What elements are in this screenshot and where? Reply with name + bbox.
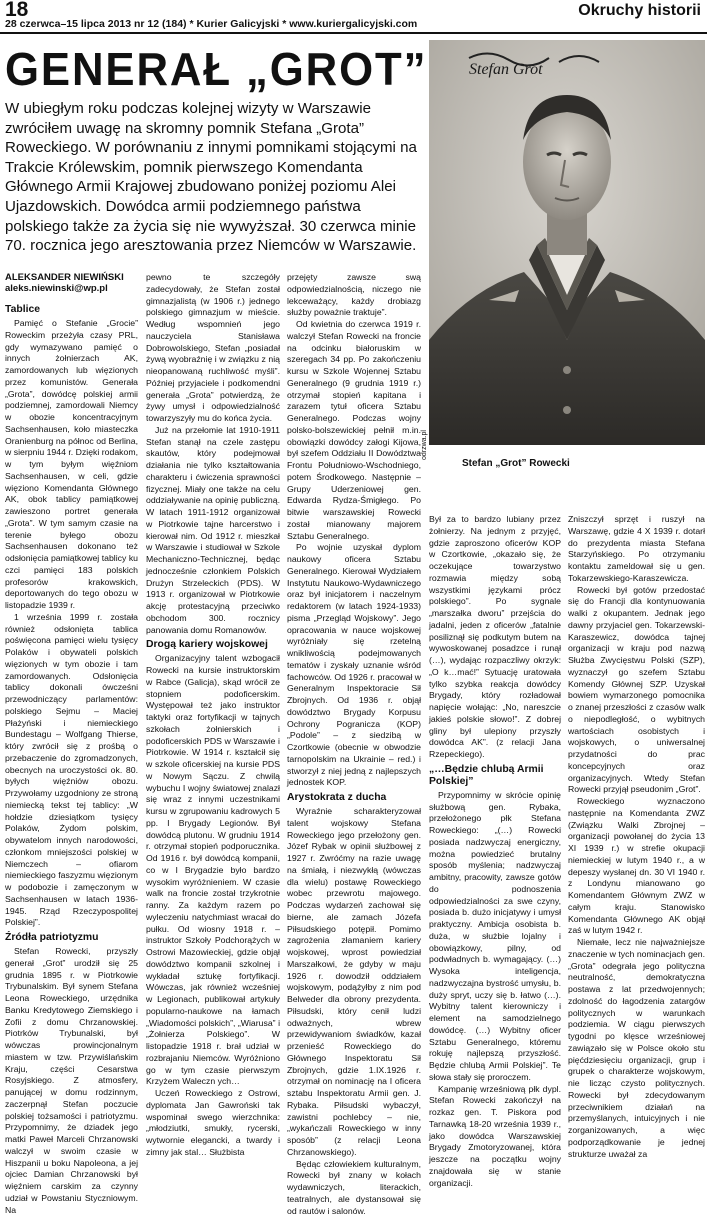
paragraph: pewno te szczegóły zadecydowały, że Stefan został gimnazjalistą (w 1906 r.) jednego polskiego gimnazjum w mieście. Według wspomnień jego nauczyciela Stanisława Dobrowolskiego, Stefan „posiadał żywą wyobraźnię i w związku z nią nieopanowaną ruchliwość myśli”. Później przyjaciele i podkomendni generała „Grota” potwierdzą, że żywy umysł i odpowiedzialność towarzyszyły mu do końca życia. <box>146 272 280 425</box>
article-lead: W ubiegłym roku podczas kolejnej wizyty w Warszawie zwróciłem uwagę na skromny pomnik Stefana „Grota” Roweckiego. W porównaniu z innymi pomnikami stojącymi na Trakcie Królewskim, pomnik pierwszego Komendanta Głównego Armii Krajowej zbudowano poniżej poziomu Alei Ujazdowskich. Dowódca armii podziemnego państwa polskiego także za życia się nie wywyższał. 30 czerwca minie 70. rocznica jego aresztowania przez Niemców w Warszawie. <box>5 99 423 256</box>
paragraph: Organizacyjny talent wzbogacił Rowecki na kursie instruktorskim w Rabce (Galicja), skąd wrócił ze stopniem podoficerskim. Występował też jako instruktor taktyki oraz fortyfikacji w tajnych szkołach żołnierskich i podoficerskich PDS w Warszawie i Piotrkowie. W 1914 r. kształcił się w szkole oficerskiej na kursie PDS w Nowym Sączu. Z chwilą wybuchu I wojny światowej znalazł się wraz z innymi uczestnikami kursu w zgrupowaniu kadrowych 5 pp. I Brygady Legionów. Był dowódcą plutonu. W grudniu 1914 r. otrzymał stopień podporucznika. Od 1916 r. był dowódcą kompanii, co w I Brygadzie było bardzo wysokim wyróżnieniem. W czasie walk na froncie został trzykrotnie ranny. Za każdym razem po wyleczeniu natychmiast wracał do pułku. Od wiosny 1918 r. – instruktor Szkoły Podchorążych w Ostrowi Mazowieckiej, gdzie objął dowództwo kompanii szkolnej i wykładał sztukę fortyfikacji. Wówczas, jak również wcześniej w Legionach, publikował artykuły popularno-naukowe na łamach „Wiadomości polskich”, „Wiarusa” i „Żołnierza Polskiego”. W listopadzie 1918 r. brał udział w rozbrajaniu Niemców. Wyróżniono go w tym czasie pierwszym Krzyżem Waleczn ych… <box>146 653 280 1088</box>
text-column-5 <box>568 514 705 1160</box>
photo-credit-wrap <box>421 420 431 460</box>
text-column-2 <box>146 272 280 1159</box>
paragraph: Rowecki był gotów przedostać się do Francji dla kontynuowania walki z okupantem. Jednak jego dawny przyjaciel gen. Tokarzewski-Karaszewicz, dowódca tajnej organizacji w kraju pod nazwą Służba Zwycięstwu Polski (SZP), wyznaczył go szefem Sztabu Komendy Głównej SZP. Uzyskał bowiem wymarzonego pomocnika o znanej przeszłości z czasów walk o niepodległość, o wybitnych wartościach osobistych i wojskowych, o uniwersalnej przydatności do prac koncepcyjnych oraz organizacyjnych. Wtedy Stefan Rowecki przyjął pseudonim „Grot”. <box>568 585 705 797</box>
page-number: 18 <box>5 0 28 22</box>
paragraph: Po wojnie uzyskał dyplom naukowy oficera Sztabu Generalnego. Kierował Wydziałem Instytutu Naukowo-Wydawniczego oraz był inicjatorem i naczelnym redaktorem (w latach 1924-1933) pisma „Przegląd Wojskowy”. Jego opracowania w nauce wojskowej wyróżniały się rzetelną wnikliwością podejmowanych tematów i zyskały uznanie wśród fachowców. Od 1926 r. pracował w Generalnym Inspektoracie Sił Zbrojnych. Od 1936 r. objął dowództwo Brygady Korpusu Ochrony Pogranicza (KOP) „Podole” – z siedzibą w Czortkowie (obecnie w obwodzie tarnopolskim na Ukrainie – red.) i stworzył z niej jedną z najlepszych jednostek KOP. <box>287 542 421 789</box>
paragraph: Od kwietnia do czerwca 1919 r. walczył Stefan Rowecki na froncie na odcinku białoruskim w szeregach 34 pp. Po zakończeniu kursu w Szkole Wojennej Sztabu Generalnego (9 grudnia 1919 r.) otrzymał stopień kapitana i zarazem tytuł oficera Sztabu Generalnego. Podczas wojny polsko-bolszewickiej pełnił m.in. obowiązki dowódcy załogi Kijowa, był szefem Oddziału II Dowództwa Frontu Południowo-Wschodniego, potem Środkowego. Następnie – Grupy Uderzeniowej gen. Edwarda Rydza-Śmigłego. Po bitwie warszawskiej Rowecki został mianowany majorem Sztabu Generalnego. <box>287 319 421 542</box>
page-header <box>0 0 707 34</box>
paragraph: Zniszczył sprzęt i ruszył na Warszawę, gdzie 4 X 1939 r. dotarł do prezydenta miasta Stefana Starzyńskiego. Po otrzymaniu kontaktu zameldował się u gen. Tokarzewskiego-Karaszewicza. <box>568 514 705 585</box>
subheading-zrodla: Źródła patriotyzmu <box>5 932 138 944</box>
portrait-photo <box>429 40 705 445</box>
subheading-arystokrata: Arystokrata z ducha <box>287 792 421 804</box>
paragraph: 1 września 1999 r. została również odsłonięta tablica poświęcona pamięci wielu tysięcy Polaków i obywateli polskich więzionych w tym obozie i tam zamordowanych. Odsłonięcia tablicy dokonali ówcześni przewodniczący parlamentów: polskiego Sejmu – Maciej Płażyński i niemieckiego Bundestagu – Wolfgang Thierse, który zwrócił się z prośbą o przebaczenie do zgromadzonych, obecnych na uroczystości ok. 80. byłych więźniów obozu. Przywołamy uzgodniony ze stroną niemiecką tekst tej tablicy: „W hołdzie dziesiątkom tysięcy Polaków, Żydom polskim, obywatelom innych narodowości, członkom mniejszości polskiej w Niemczech – ofiarom niemieckiego faszyzmu więzionym w podobozie i zamęczonym w Sachsenhausen w latach 1936-1945. Rząd Rzeczypospolitej Polskiej”. <box>5 612 138 929</box>
author-name: ALEKSANDER NIEWIŃSKI <box>5 272 138 283</box>
author-email[interactable]: aleks.niewinski@wp.pl <box>5 283 138 294</box>
signature-text: Stefan Grot <box>469 61 543 78</box>
paragraph: Roweckiego wyznaczono następnie na Komendanta ZWZ (Związku Walki Zbrojnej – organizacji powołanej do życia 13 XI 1939 r.) w strefie okupacji niemieckiej w lutym 1940 r., a w depeszy wysłanej dn. 30 VI 1940 r. z Londynu mianowano go Komendantem Głównym ZWZ w całym kraju. Stanowisko Komendanta Głównego AK objął zaś w lutym 1942 r. <box>568 796 705 937</box>
paragraph: Uczeń Roweckiego z Ostrowi, dyplomata Jan Gawroński tak wspominał swego wierzchnika: „młodziutki, smukły, rycerski, wytwornie elegancki, a twardy i zimny jak stal… Służbista <box>146 1088 280 1159</box>
text-column-1 <box>5 272 138 1216</box>
text-column-4 <box>429 514 561 1189</box>
paragraph: Już na przełomie lat 1910-1911 Stefan stanął na czele zastępu skautów, który podejmował działania nie tylko kształtowania charakteru i ćwiczenia sprawności fizycznej. Miały one także na celu oddziaływanie na opinię publiczną. W latach 1911-1912 organizował w Piotrkowie tajne harcerstwo i kierował nim. Od 1912 r. mieszkał w Warszawie i studiował w Szkole Mechaniczno-Technicznej, będąc jednocześnie członkiem Polskich Drużyn Strzeleckich (PDS). W 1913 r. organizował w Piotrkowie akcję protestacyjną przeciwko obchodom 300. rocznicy panowania domu Romanowów. <box>146 425 280 637</box>
paragraph: Przypomnimy w skrócie opinię służbową gen. Rybaka, przełożonego płk Stefana Roweckiego: „(…) Rowecki posiada nadzwyczaj energiczny, można powiedzieć brutalny sposób myślenia; nadzwyczaj ambitny, pracowity, zawsze gotów do podnoszenia odpowiedzialności za swe czyny, posiada b. dużo inicjatywy i umysł praktyczny. Ambicja osobista b. duża, w służbie lojalny i obowiązkowy, pilny, od podwładnych b. wymagający. (…) Wysoka inteligencja, nadzwyczajna bystrość umysłu, b. duży spryt, uczy się b. łatwo (…). Wybitny talent kierowniczy i element na samodzielnego dowódcę. (…) Wybitny oficer Sztabu Generalnego, któremu rokuję najlepszą przyszłość. Będzie chlubą Armii Polskiej”. Te słowa stały się proroczem. <box>429 790 561 1084</box>
paragraph: Kampanię wrześniową płk dypl. Stefan Rowecki zakończył na rozkaz gen. T. Piskora pod Tarnawką 18-20 września 1939 r., jako dowódca Warszawskiej Brygady Zmotoryzowanej, która jeszcze na początku wojny znajdowała się w stanie organizacji. <box>429 1084 561 1190</box>
paragraph: przejęty zawsze swą odpowiedzialnością, niczego nie lekceważący, każdy drobiazg służby poważnie traktuje”. <box>287 272 421 319</box>
photo-caption: Stefan „Grot” Rowecki <box>462 458 570 469</box>
subheading-chluba: „…Będzie chlubą Armii Polskiej” <box>429 764 561 788</box>
text-column-3 <box>287 272 421 1217</box>
portrait-image <box>429 40 705 445</box>
photo-credit: odrzwa.pl <box>421 430 428 460</box>
article-title: GENERAŁ „GROT” <box>5 42 404 96</box>
paragraph: Stefan Rowecki, przyszły generał „Grot” urodził się 25 grudnia 1895 r. w Piotrkowie Trybunalskim. Był synem Stefana Leona Roweckiego, urzędnika Banku Kredytowego Ziemskiego i Zofii z domu Chrzanowskiej. Piotrków Trybunalski, był wówczas prowincjonalnym miastem w tzw. Przywiślańskim Kraju, części Cesarstwa Rosyjskiego. Z atmosfery, panującej w domu rodzinnym, zaczerpnął Stefan poczucie polskiej tożsamości i patriotyzmu. Przypomnimy, że dziadek jego matki Paweł Marceli Chrzanowski walczył w swoim czasie w Hiszpanii u boku Napoleona, a jej ojciec Damian Chrzanowski był więźniem carskim za czynny udział w Powstaniu Styczniowym. Na <box>5 946 138 1216</box>
paragraph: Pamięć o Stefanie „Grocie” Roweckim przeżyła czasy PRL, gdy wymazywano pamięć o innych żołnierzach AK, zamordowanych lub więzionych przez komunistów. Generała „Grota”, dowódcę polskiej armii podziemnej, zamordowali Niemcy w obozie koncentracyjnym Sachsenhausen, koło miasteczka Oranienburg na północ od Berlina, w sierpniu 1944 r. Dzięki rodakom, w tym byłym więźniom Sachsenhausen, w celi, gdzie więziono Komendanta Głównego AK, obok tablicy pamiątkowej zawieszono portret generała „Grota”. W tym samym czasie na terenie byłego obozu Sachsenhausen dokonano też odsłonięcia pamiątkowej tablicy ku czci pamięci 183 polskich profesorów krakowskich, deportowanych do tego obozu w listopadzie 1939 r. <box>5 318 138 612</box>
subheading-tablice: Tablice <box>5 304 138 316</box>
paragraph: Będąc człowiekiem kulturalnym, Rowecki był znany w kołach wydawniczych, literackich, teatralnych, ale dystansował się od rautów i salonów. <box>287 1159 421 1217</box>
paragraph: Niemałe, lecz nie najważniejsze znaczenie w tych nominacjach gen. „Grota” odegrała jego polityczna neutralność, demokratyczna postawa z lat przedwojennych; zdolność do łagodzenia zatargów politycznych w warunkach podziemia. W ciągu pierwszych tygodni po klęsce wrześniowej zawiązało się w Polsce około stu pięćdziesięciu organizacji, grup i grupek o charakterze wojskowym, nie licząc czysto politycznych. Rowecki był zdecydowanym przeciwnikiem działań na przemyślanych, intuicyjnych i nie zorganizowanych, a więc podporządkowanie je jednej strukturze uważał za <box>568 937 705 1160</box>
paragraph: Był za to bardzo lubiany przez żołnierzy. Na jednym z przyjęć, gdzie zaproszono oficerów KOP w Czortkowie, „okazało się, że oczekujące towarzystwo rozmawia między sobą wszystkimi językami prócz polskiego”. Po sygnale „marszałka dworu” przejścia do jadalni, jeden z oficerów „fatalnie posiliznął się podkutym butem na wywoskowanej posadzce i runął (…), wydając rozpaczliwy okrzyk: „O k…mać!” Sytuację uratowała tylko szybka reakcja dowódcy Brygady, który rozładował napięcie wołając: „No, nareszcie jakieś polskie słowo!”. Z dobrej gliny był ulepiony przyszły dowódca AK”. (z relacji Jana Rzepeckiego). <box>429 514 561 761</box>
paragraph: Wyraźnie scharakteryzował talent wojskowy Stefana Roweckiego jego przełożony gen. Józef Rybak w opinii służbowej z 1927 r. Zwróćmy na razie uwagę na śmiałą, i niezwykłą (wówczas dla wielu) postawę Roweckiego wobec przewrotu majowego. Podczas wydarzeń zachował się bierne, ale zamach Józefa Piłsudskiego potępił. Pomimo zagrożenia złamaniem kariery wojskowej, wprost powiedział Marszałkowi, że gdyby w maju 1926 r. dowodził oddziałem wojskowym, podążyłby z nim pod Belweder dla obrony prezydenta. Piłsudski, który cenił ludzi odważnych, wbrew przewidywaniom świadków, kazał przenieść Roweckiego do Głównego Inspektoratu Sił Zbrojnych, gdzie 1.IX.1926 r. otrzymał on nominację na I oficera sztabu Inspektoratu Armii gen. J. Rybaka. Piłsudski wybaczył, zawistni pochlebcy – nie, „wykańczali Roweckiego w inny sposób” (z relacji Leona Chrzanowskiego). <box>287 806 421 1159</box>
section-title: Okruchy historii <box>578 2 701 20</box>
dateline: 28 czerwca–15 lipca 2013 nr 12 (184) * Kurier Galicyjski * www.kuriergalicyjski.com <box>5 18 417 30</box>
subheading-kariera: Drogą kariery wojskowej <box>146 639 280 651</box>
